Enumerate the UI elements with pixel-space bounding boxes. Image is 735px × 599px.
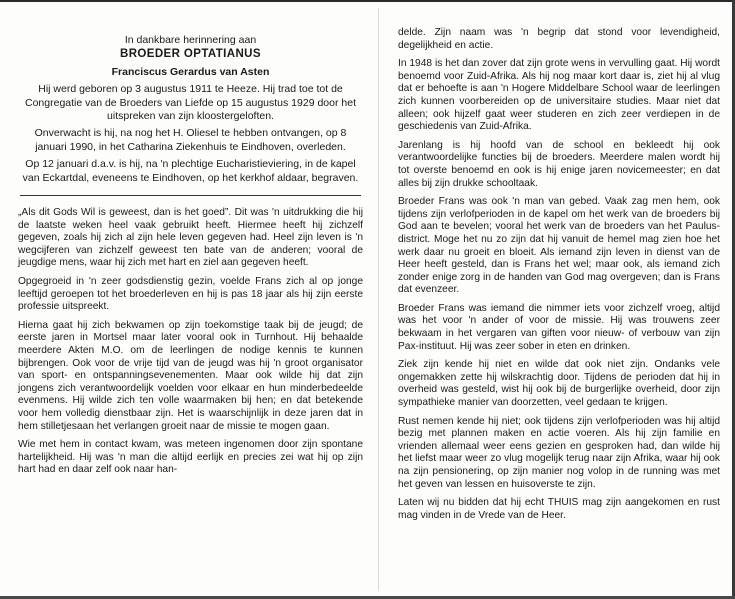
body-paragraph: Wie met hem in contact kwam, was meteen ingenomen door zijn spontane hartelijkheid. Hij was 'n man die altijd eerlijk en precies zei wat hij op zijn hart had en daar zelf ook naar han- — [18, 439, 363, 476]
left-body — [18, 207, 363, 477]
body-paragraph: Hierna gaat hij zich bekwamen op zijn toekomstige taak bij de jeugd; de eerste jaren in Mortsel maar later vooral ook in Turnhout. Hij behaalde meerdere Akten M.O. om de leerlingen de nodige kennis te kunnen bijbrengen. Ook voor de vrije tijd van de jeugd was hij 'n groot organisator van sport- en ontspanningsevenementen. Maar ook wilde hij dat zijn jongens zich verantwoordelijk voelden voor elkaar en hun minderbedeelde evenmens. Hij wilde zich ten volle waarmaken bij hen; en dat betekende voor hem volledig dienstbaar zijn. Het is waarschijnlijk in deze jaren dat in hem stilletjesaan het verlangen groeit naar de missie te mogen gaan. — [18, 319, 363, 432]
body-paragraph: In 1948 is het dan zover dat zijn grote wens in vervulling gaat. Hij wordt benoemd voor Zuid-Afrika. Als hij nog maar kort daar is, ziet hij al vlug dat er behoefte is aan 'n Hogere Middelbare School waar de leerlingen zich kunnen voorbereiden op de universitaire studies. Maar niet dat alleen; ook hijzelf gaat weer studeren en zich zeer verdiepen in de geschiedenis van Zuid-Afrika. — [398, 58, 720, 133]
fold-line — [378, 8, 379, 590]
body-paragraph: Laten wij nu bidden dat hij echt THUIS mag zijn aangekomen en rust mag vinden in de Vrede van de Heer. — [398, 497, 720, 521]
burial-text: Op 12 januari d.a.v. is hij, na 'n plechtige Eucharistieviering, in de kapel van Eckartdal, eveneens te Eindhoven, op het kerkhof aldaar, begraven. — [22, 158, 359, 184]
body-paragraph: Broeder Frans was iemand die nimmer iets voor zichzelf vroeg, altijd was het voor 'n ander of voor de missie. Hij was trouwens zeer bekwaam in het vergaren van giften voor nieuw- of verbouw van zijn Pax-instituut. Hij was zeer sober in eten en drinken. — [398, 302, 720, 352]
death-text: Onverwacht is hij, na nog het H. Oliesel te hebben ontvangen, op 8 januari 1990, in het Catharina Ziekenhuis te Eindhoven, overleden. — [34, 127, 347, 153]
dedication-heading: In dankbare herinnering aan — [124, 34, 257, 46]
civil-name: Franciscus Gerardus van Asten — [111, 65, 270, 78]
intro-block — [18, 34, 363, 185]
right-column — [398, 27, 720, 528]
separator-rule — [20, 195, 361, 196]
birth-text: Hij werd geboren op 3 augustus 1911 te Heeze. Hij trad toe tot de Congregatie van de Broeders van Liefde op 15 augustus 1929 door het uitspreken van zijn kloostergeloften. — [25, 83, 356, 123]
religious-name: BROEDER OPTATIANUS — [120, 48, 261, 61]
body-paragraph: Rust nemen kende hij niet; ook tijdens zijn verlofperioden was hij altijd bezig met plannen maken en actie voeren. Als hij zijn familie en vrienden allemaal weer eens gezien en gesproken had, dan wilde hij het liefst maar weer zo vlug mogelijk terug naar zijn Afrika, waar hij ook na zijn pensionering, op zijn manier nog volop in de running was met het geven van lessen en huisoverste te zijn. — [398, 415, 720, 490]
body-paragraph: Opgegroeid in 'n zeer godsdienstig gezin, voelde Frans zich al op jonge leeftijd geroepen tot het broederleven en hij is pas 18 jaar als hij zijn eerste professie uitspreekt. — [18, 276, 363, 313]
body-paragraph: „Als dit Gods Wil is geweest, dan is het goed”. Dit was 'n uitdrukking die hij de laatste weken heel vaak gebruikt heeft. Hiermee heeft hij zichzelf gegeven, zoals hij zich al zijn hele leven gegeven had. Heel zijn leven is 'n wegcijferen van zichzelf geweest ten bate van de anderen; vooral de jeugdige mens, waar hij zich met hart en ziel aan gegeven heeft. — [18, 207, 363, 269]
top-edge — [0, 0, 735, 2]
body-paragraph: Broeder Frans was ook 'n man van gebed. Vaak zag men hem, ook tijdens zijn verlofperioden in de kapel om het werk van de broeders bij God aan te bevelen; vooral het werk van de broeders van het Paulus-district. Moge het nu zo zijn dat hij vanuit de hemel mag zien hoe het werk daar nu groeit en bloeit. Als iemand zijn leven in dienst van de Heer heeft gesteld, dan is Frans het wel; maar ook, als iemand zich zonder enige zorg in de handen van God mag overgeven; dan is Frans dat evenzeer. — [398, 196, 720, 296]
body-paragraph: Ziek zijn kende hij niet en wilde dat ook niet zijn. Ondanks vele ongemakken zette hij wilskrachtig door. Tijdens de perioden dat hij in overheid was gesteld, wist hij ook bij de burgerlijke overheid, door zijn sympathieke manier van doorzetten, veel gedaan te krijgen. — [398, 359, 720, 409]
body-paragraph: Jarenlang is hij hoofd van de school en bekleedt hij ook verantwoordelijke functies bij de broeders. Meerdere malen wordt hij tot overste benoemd en ook is hij enige jaren novicemeester; en dat alles bij zijn drukke schooltaak. — [398, 139, 720, 189]
body-paragraph: delde. Zijn naam was 'n begrip dat stond voor levendigheid, degelijkheid en actie. — [398, 27, 720, 51]
left-column — [18, 34, 363, 483]
